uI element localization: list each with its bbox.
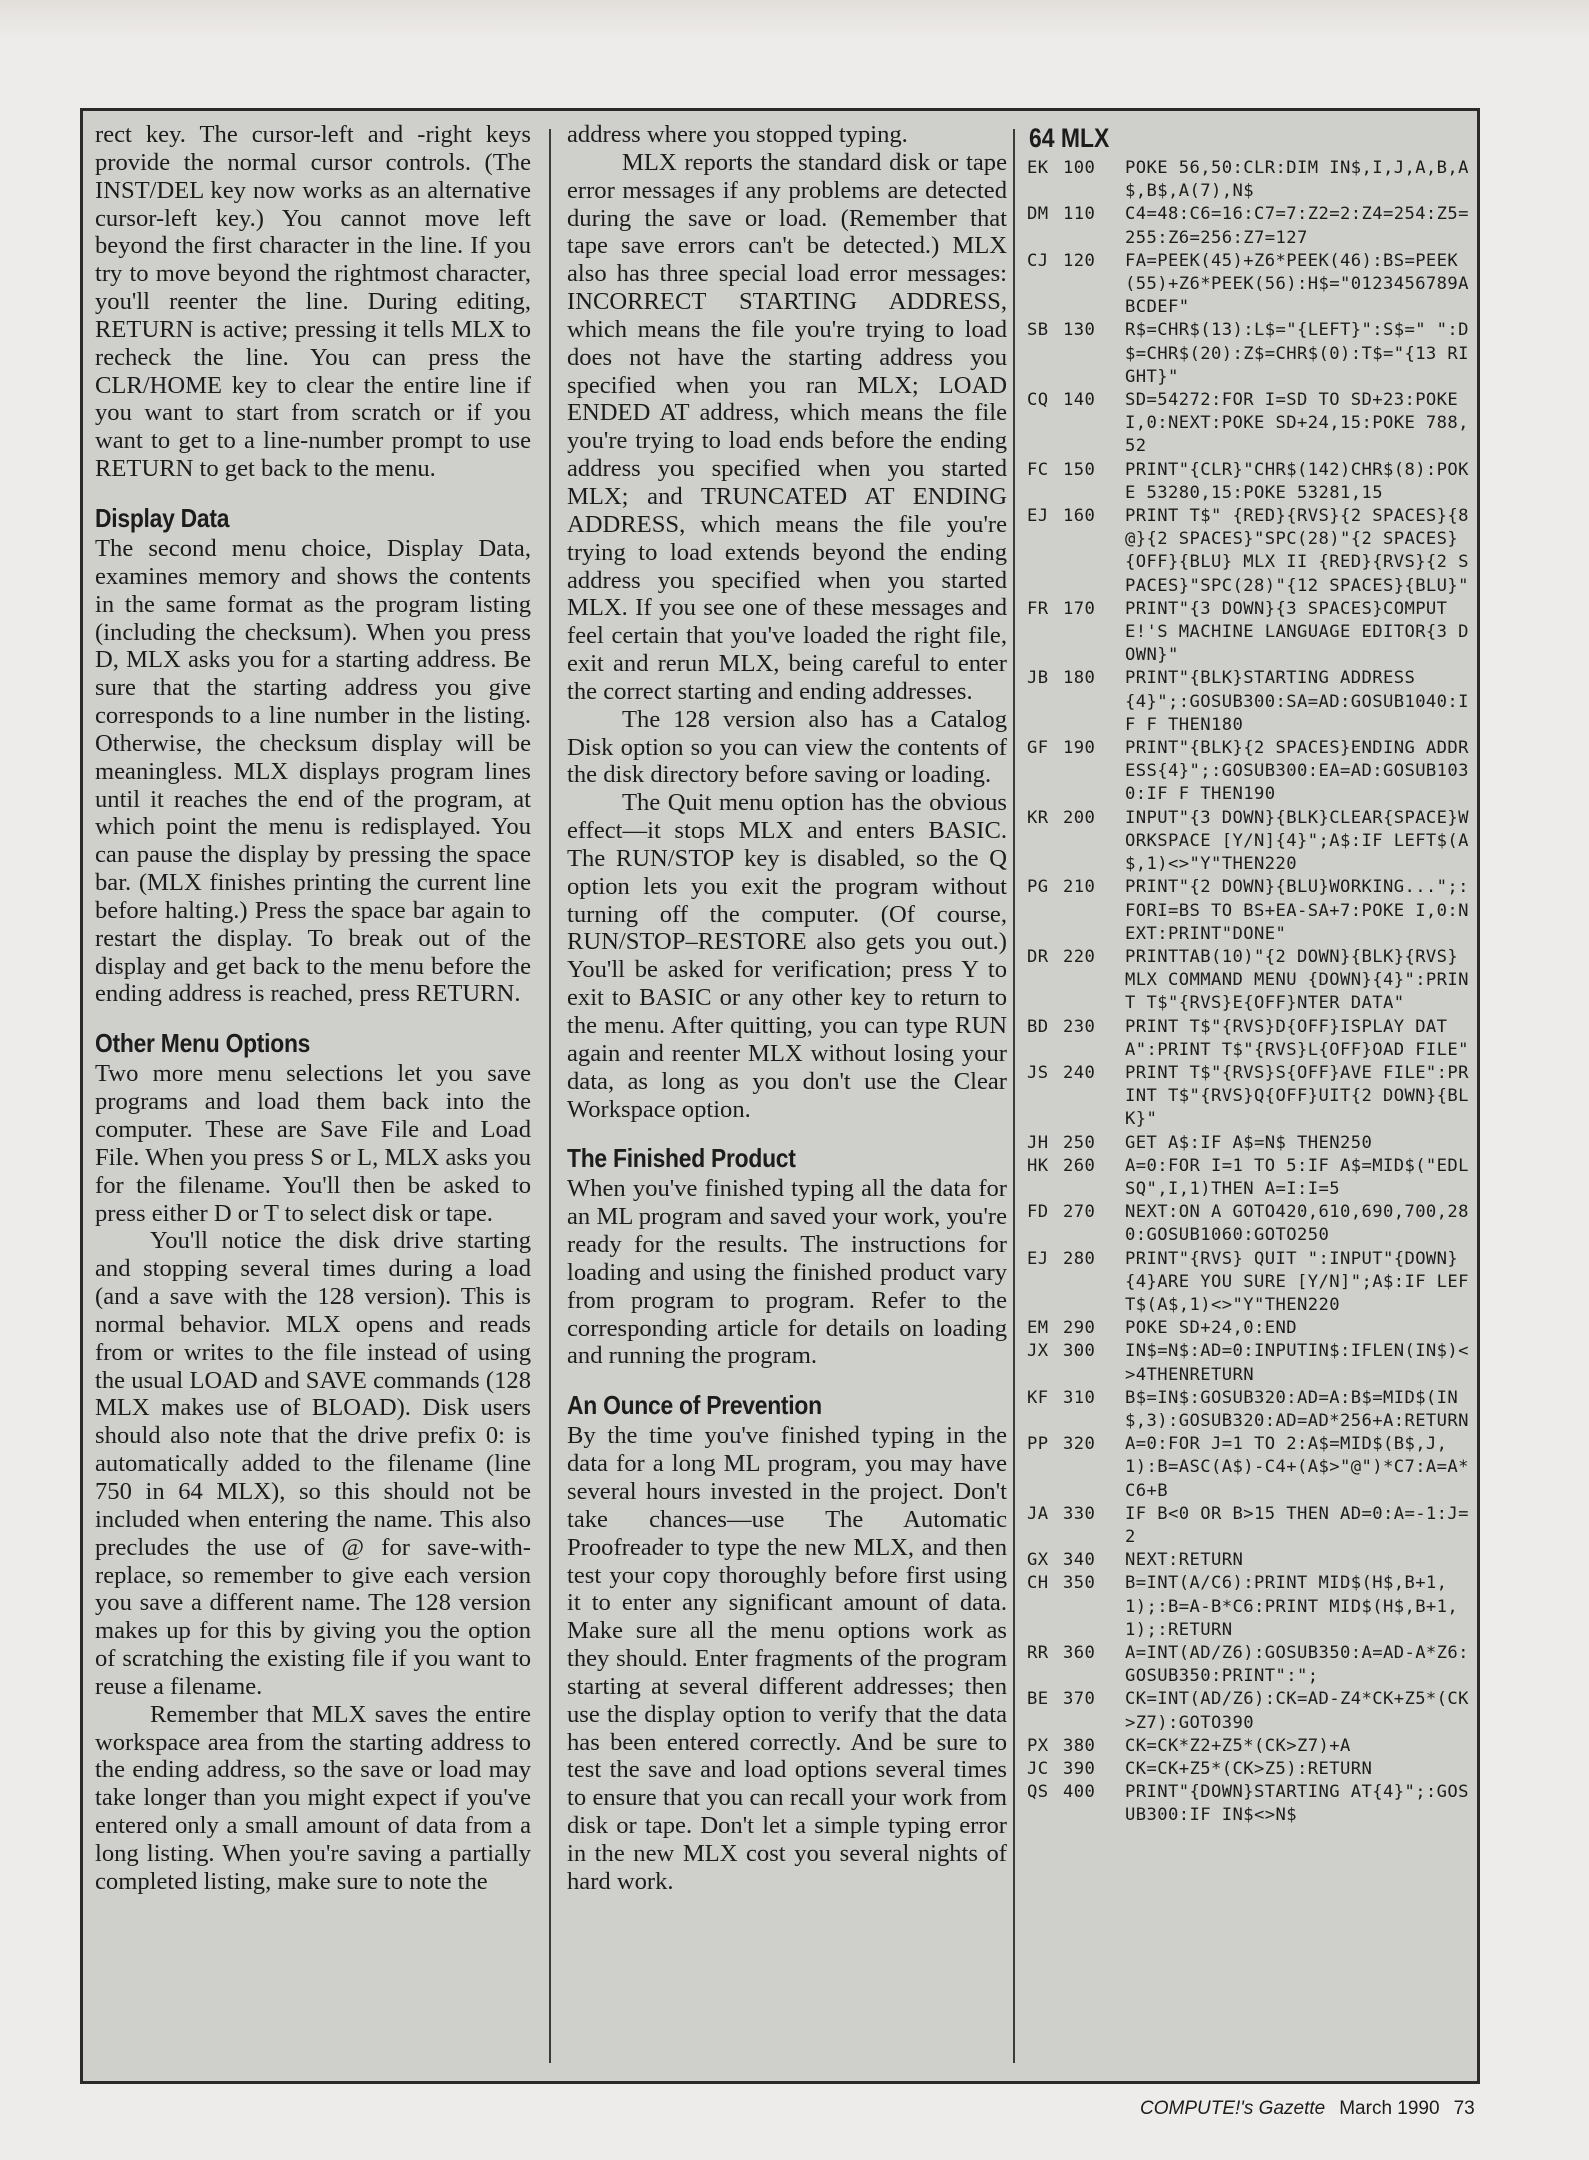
listing-line: [1023, 1572, 1475, 1642]
checksum-code: EM: [1027, 1318, 1049, 1339]
basic-statement: PRINT"{CLR}"CHR$(142)CHR$(8):POKE 53280,15:POKE 53281,15: [1125, 459, 1469, 503]
basic-statement: POKE 56,50:CLR:DIM IN$,I,J,A,B,A$,B$,A(7),N$: [1125, 158, 1469, 202]
line-number: 200: [1063, 807, 1096, 828]
checksum-code: JX: [1027, 1341, 1049, 1362]
checksum-code: KR: [1027, 807, 1049, 828]
checksum-code: JS: [1027, 1062, 1049, 1083]
listing-line: [1023, 1248, 1475, 1318]
checksum-code: BE: [1027, 1689, 1049, 1710]
basic-statement: PRINT"{BLK}{2 SPACES}ENDING ADDRESS{4}";:GOSUB300:EA=AD:GOSUB1030:IF F THEN190: [1125, 738, 1469, 805]
line-number: 140: [1063, 390, 1096, 411]
scan-edge: [0, 0, 1589, 40]
listing-line: [1023, 667, 1475, 737]
line-number: 270: [1063, 1202, 1096, 1223]
basic-statement: C4=48:C6=16:C7=7:Z2=2:Z4=254:Z5=255:Z6=256:Z7=127: [1125, 204, 1469, 248]
basic-statement: B=INT(A/C6):PRINT MID$(H$,B+1,1);:B=A-B*C6:PRINT MID$(H$,B+1,1);:RETURN: [1125, 1573, 1459, 1640]
basic-statement: SD=54272:FOR I=SD TO SD+23:POKE I,0:NEXT:POKE SD+24,15:POKE 788,52: [1125, 390, 1469, 457]
paragraph: The Quit menu option has the obvious effect—it stops MLX and enters BASIC. The RUN/STOP key is disabled, so the Q option lets you exit the program without turning off the computer. (Of course, RUN/STOP–RESTORE also gets you out.) You'll be asked for verification; press Y to exit to BASIC or any other key to return to the menu. After quitting, you can type RUN again and reenter MLX without losing your data, as long as you don't use the Clear Workspace option.: [567, 789, 1007, 1123]
basic-statement: PRINT"{DOWN}STARTING AT{4}";:GOSUB300:IF IN$<>N$: [1125, 1782, 1469, 1826]
line-number: 100: [1063, 158, 1096, 178]
paragraph: address where you stopped typing.: [567, 121, 908, 148]
page-footer: [1140, 2094, 1520, 2124]
paragraph: You'll notice the disk drive starting and stopping several times during a load (and a save with the 128 version). This is normal behavior. MLX opens and reads from or writes to the file instead of using the usual LOAD and SAVE commands (128 MLX makes use of BLOAD). Disk users should also note that the drive prefix 0: is automatically added to the filename (line 750 in 64 MLX), so this should not be included when entering the name. This also precludes the use of @ for save-with-replace, so remember to give each version you save a different name. The 128 version makes up for this by giving you the option of scratching the existing file if you want to reuse a filename.: [95, 1227, 531, 1700]
basic-statement: PRINT T$"{RVS}S{OFF}AVE FILE":PRINT T$"{RVS}Q{OFF}UIT{2 DOWN}{BLK}": [1125, 1062, 1469, 1130]
line-number: 190: [1063, 738, 1096, 759]
checksum-code: GF: [1027, 738, 1049, 759]
paragraph: By the time you've finished typing in the data for a long ML program, you may have several hours invested in the project. Don't take chances—use The Automatic Proofreader to type the new MLX, and then test your copy thoroughly before first using it to enter any significant amount of data. Make sure all the menu options work as they should. Enter fragments of the program starting at several different addresses; then use the display option to verify that the data has been entered correctly. And be sure to test the save and load options several times to ensure that you can recall your work from disk or tape. Don't let a simple typing error in the new MLX cost you several nights of hard work.: [567, 1422, 1007, 1895]
line-number: 180: [1063, 668, 1096, 689]
paragraph: rect key. The cursor-left and -right keys provide the normal cursor controls. (The INST/DEL key now works as an alternative cursor-left key.) You cannot move left beyond the first character in the line. If you try to move beyond the rightmost character, you'll reenter the line. During editing, RETURN is active; pressing it tells MLX to recheck the line. You can press the CLR/HOME key to clear the entire line if you want to start from scratch or if you want to get to a line-number prompt to use RETURN to get back to the menu.: [95, 121, 531, 483]
line-number: 380: [1063, 1735, 1096, 1756]
checksum-code: CJ: [1027, 250, 1049, 271]
basic-statement: A=0:FOR I=1 TO 5:IF A$=MID$("EDLSQ",I,1)THEN A=I:I=5: [1125, 1155, 1469, 1199]
listing-column: [1023, 121, 1480, 2071]
checksum-code: RR: [1027, 1643, 1049, 1663]
checksum-code: DR: [1027, 946, 1049, 967]
section-heading-ounce-of-prevention: An Ounce of Prevention: [567, 1390, 822, 1421]
basic-statement: PRINTTAB(10)"{2 DOWN}{BLK}{RVS} MLX COMMAND MENU {DOWN}{4}":PRINT T$"{RVS}E{OFF}NTER DATA": [1125, 946, 1469, 1014]
basic-statement: CK=INT(AD/Z6):CK=AD-Z4*CK+Z5*(CK>Z7):GOTO390: [1125, 1689, 1469, 1733]
line-number: 260: [1063, 1155, 1096, 1176]
checksum-code: JH: [1027, 1132, 1049, 1153]
checksum-code: KF: [1027, 1387, 1049, 1408]
basic-statement: PRINT T$" {RED}{RVS}{2 SPACES}{8 @}{2 SPACES}"SPC(28)"{2 SPACES}{OFF}{BLU} MLX II {RED}{RVS}{2 SPACES}"SPC(28)"{12 SPACES}{BLU}": [1125, 506, 1480, 596]
column-divider: [1013, 129, 1015, 2063]
listing-line: [1023, 876, 1475, 946]
listing-line: [1023, 1132, 1475, 1155]
line-number: 290: [1063, 1318, 1096, 1339]
listing-line: [1023, 1155, 1475, 1201]
text-column-2: [567, 121, 1007, 2071]
checksum-code: HK: [1027, 1155, 1049, 1176]
listing-title: 64 MLX: [1029, 123, 1110, 153]
checksum-code: CQ: [1027, 390, 1049, 411]
checksum-code: BD: [1027, 1016, 1049, 1037]
section-heading-other-menu-options: Other Menu Options: [95, 1028, 311, 1059]
line-number: 370: [1063, 1689, 1096, 1710]
listing-line: [1023, 946, 1475, 1016]
checksum-code: PX: [1027, 1735, 1049, 1756]
basic-statement: INPUT"{3 DOWN}{BLK}CLEAR{SPACE}WORKSPACE [Y/N]{4}";A$:IF LEFT$(A$,1)<>"Y"THEN220: [1125, 807, 1469, 875]
line-number: 160: [1063, 506, 1096, 527]
basic-statement: PRINT"{RVS} QUIT ":INPUT"{DOWN}{4}ARE YOU SURE [Y/N]";A$:IF LEFT$(A$,1)<>"Y"THEN220: [1125, 1248, 1469, 1315]
line-number: 330: [1063, 1503, 1096, 1524]
basic-statement: NEXT:ON A GOTO420,610,690,700,280:GOSUB1060:GOTO250: [1125, 1202, 1469, 1246]
listing-line: [1023, 1758, 1475, 1781]
listing-line: [1023, 157, 1475, 203]
listing-line: [1023, 1387, 1475, 1433]
listing-line: [1023, 250, 1475, 320]
paragraph: The second menu choice, Display Data, examines memory and shows the contents in the same format as the program listing (including the checksum). When you press D, MLX asks you for a starting address. Be sure that the starting address you give corresponds to a line number in the listing. Otherwise, the checksum display will be meaningless. MLX displays program lines until it reaches the end of the program, at which point the menu is redisplayed. You can pause the display by pressing the space bar. (MLX finishes printing the current line before halting.) Press the space bar again to restart the display. To break out of the display and get back to the menu before the ending address is reached, press RETURN.: [95, 534, 531, 1008]
checksum-code: QS: [1027, 1782, 1049, 1803]
line-number: 320: [1063, 1434, 1096, 1455]
listing-line: [1023, 1433, 1475, 1503]
basic-statement: NEXT:RETURN: [1125, 1550, 1244, 1571]
line-number: 220: [1063, 946, 1096, 967]
basic-statement: CK=CK*Z2+Z5*(CK>Z7)+A: [1125, 1735, 1351, 1756]
checksum-code: FD: [1027, 1202, 1049, 1223]
publication-name: COMPUTE!'s Gazette: [1140, 2098, 1326, 2119]
paragraph: MLX reports the standard disk or tape error messages if any problems are detected during the save or load. (Remember that tape save errors can't be detected.) MLX also has three special load error messages: INCORRECT STARTING ADDRESS, which means the file you're trying to load does not have the starting address you specified when you ran MLX; LOAD ENDED AT address, which means the file you're trying to load ends before the ending address you specified when you started MLX; and TRUNCATED AT ENDING ADDRESS, which means the file you're trying to load extends beyond the ending address you specified when you started MLX. If you see one of these messages and feel certain that you've loaded the right file, exit and rerun MLX, being careful to enter the correct starting and ending addresses.: [567, 148, 1007, 705]
basic-statement: A=0:FOR J=1 TO 2:A$=MID$(B$,J,1):B=ASC(A$)-C4+(A$>"@")*C7:A=A*C6+B: [1125, 1434, 1469, 1501]
paragraph: Two more menu selections let you save programs and load them back into the computer. These are Save File and Load File. When you press S or L, MLX asks you for the filename. You'll then be asked to press either D or T to select disk or tape.: [95, 1060, 531, 1227]
text-column-1: [95, 121, 531, 2071]
paragraph: Remember that MLX saves the entire workspace area from the starting address to the ending address, so the save or load may take longer than you might expect if you've entered only a small amount of data from a long listing. When you're saving a partially completed listing, make sure to note the: [95, 1700, 531, 1895]
basic-statement: PRINT"{BLK}STARTING ADDRESS{4}";:GOSUB300:SA=AD:GOSUB1040:IF F THEN180: [1125, 668, 1469, 735]
basic-statement: PRINT T$"{RVS}D{OFF}ISPLAY DATA":PRINT T$"{RVS}L{OFF}OAD FILE": [1125, 1016, 1469, 1060]
line-number: 240: [1063, 1062, 1096, 1083]
basic-statement: POKE SD+24,0:END: [1125, 1318, 1297, 1339]
line-number: 350: [1063, 1573, 1096, 1594]
line-number: 340: [1063, 1550, 1096, 1571]
listing-line: [1023, 319, 1475, 389]
column-divider: [549, 129, 551, 2063]
line-number: 310: [1063, 1387, 1096, 1408]
issue-date: March 1990: [1339, 2098, 1440, 2119]
line-number: 170: [1063, 598, 1096, 619]
checksum-code: CH: [1027, 1573, 1049, 1594]
basic-statement: A=INT(AD/Z6):GOSUB350:A=AD-A*Z6:GOSUB350:PRINT":";: [1125, 1643, 1469, 1687]
basic-statement: CK=CK+Z5*(CK>Z5):RETURN: [1125, 1759, 1373, 1780]
listing-line: [1023, 459, 1475, 505]
checksum-code: DM: [1027, 204, 1049, 225]
line-number: 300: [1063, 1341, 1096, 1362]
basic-statement: R$=CHR$(13):L$="{LEFT}":S$=" ":D$=CHR$(20):Z$=CHR$(0):T$="{13 RIGHT}": [1125, 320, 1469, 387]
line-number: 150: [1063, 459, 1096, 480]
paragraph: When you've finished typing all the data for an ML program and saved your work, you're ready for the results. The instructions for loading and using the finished product vary from program to program. Refer to the corresponding article for details on loading and running the program.: [567, 1175, 1007, 1370]
listing-line: [1023, 1503, 1475, 1549]
line-number: 390: [1063, 1759, 1096, 1780]
listing-line: [1023, 1340, 1475, 1386]
checksum-code: EJ: [1027, 1248, 1049, 1269]
line-number: 110: [1063, 204, 1096, 225]
basic-statement: IF B<0 OR B>15 THEN AD=0:A=-1:J=2: [1125, 1503, 1469, 1547]
program-listing: [1023, 157, 1480, 1828]
line-number: 400: [1063, 1782, 1096, 1803]
listing-line: [1023, 1016, 1475, 1062]
page-frame: [80, 108, 1480, 2084]
checksum-code: JB: [1027, 668, 1049, 689]
line-number: 360: [1063, 1643, 1096, 1663]
checksum-code: SB: [1027, 320, 1049, 341]
listing-line: [1023, 1062, 1475, 1132]
line-number: 130: [1063, 320, 1096, 341]
basic-statement: B$=IN$:GOSUB320:AD=A:B$=MID$(IN$,3):GOSUB320:AD=AD*256+A:RETURN: [1125, 1387, 1469, 1431]
listing-line: [1023, 389, 1475, 459]
checksum-code: EK: [1027, 158, 1049, 178]
page-number: 73: [1453, 2098, 1475, 2119]
basic-statement: PRINT"{3 DOWN}{3 SPACES}COMPUTE!'S MACHINE LANGUAGE EDITOR{3 DOWN}": [1125, 598, 1469, 666]
listing-line: [1023, 1549, 1475, 1572]
listing-line: [1023, 1642, 1475, 1688]
listing-line: [1023, 1688, 1475, 1734]
listing-line: [1023, 1735, 1475, 1758]
listing-line: [1023, 598, 1475, 668]
checksum-code: FC: [1027, 459, 1049, 480]
paragraph: The 128 version also has a Catalog Disk option so you can view the contents of the disk directory before saving or loading.: [567, 705, 1007, 789]
basic-statement: GET A$:IF A$=N$ THEN250: [1125, 1132, 1373, 1153]
checksum-code: EJ: [1027, 506, 1049, 527]
listing-line: [1023, 737, 1475, 807]
line-number: 230: [1063, 1016, 1096, 1037]
basic-statement: IN$=N$:AD=0:INPUTIN$:IFLEN(IN$)<>4THENRETURN: [1125, 1341, 1469, 1385]
basic-statement: PRINT"{2 DOWN}{BLU}WORKING...";:FORI=BS TO BS+EA-SA+7:POKE I,0:NEXT:PRINT"DONE": [1125, 877, 1469, 944]
checksum-code: PG: [1027, 877, 1049, 898]
basic-statement: FA=PEEK(45)+Z6*PEEK(46):BS=PEEK(55)+Z6*PEEK(56):H$="0123456789ABCDEF": [1125, 250, 1469, 318]
checksum-code: JC: [1027, 1759, 1049, 1780]
listing-line: [1023, 807, 1475, 877]
listing-line: [1023, 505, 1480, 598]
checksum-code: FR: [1027, 598, 1049, 619]
line-number: 210: [1063, 877, 1096, 898]
section-heading-display-data: Display Data: [95, 502, 230, 533]
section-heading-finished-product: The Finished Product: [567, 1143, 796, 1174]
listing-line: [1023, 203, 1475, 249]
listing-line: [1023, 1781, 1475, 1827]
line-number: 250: [1063, 1132, 1096, 1153]
checksum-code: GX: [1027, 1550, 1049, 1571]
listing-line: [1023, 1317, 1475, 1340]
line-number: 280: [1063, 1248, 1096, 1269]
listing-line: [1023, 1201, 1475, 1247]
line-number: 120: [1063, 250, 1096, 271]
checksum-code: JA: [1027, 1503, 1049, 1524]
checksum-code: PP: [1027, 1434, 1049, 1455]
